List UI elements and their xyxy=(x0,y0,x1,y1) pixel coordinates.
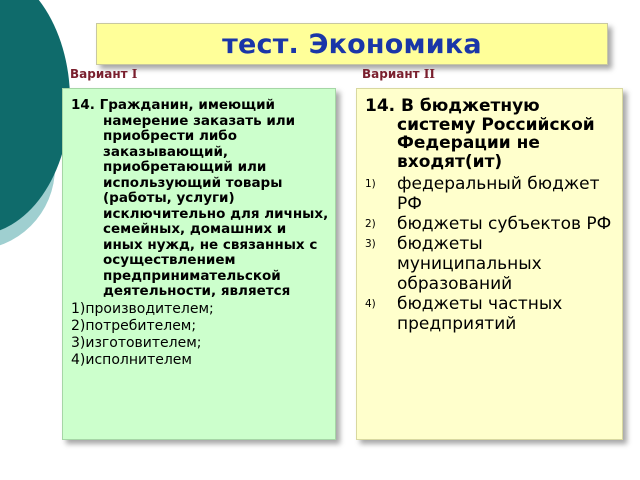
answer-text: бюджеты субъектов РФ xyxy=(397,214,612,234)
answer-text: бюджеты частных предприятий xyxy=(397,294,563,334)
variant-2-answer-1 xyxy=(365,174,616,214)
variant-1-panel xyxy=(62,88,336,440)
variant-1-question: 14. Гражданин, имеющий намерение заказать или приобрести либо заказывающий, приобретающий или использующий товары (работы, услуги) исключительно для личных, семейных, домашних и иных нужд, не связанных с осуществлением предпринимательской деятельности, является xyxy=(71,97,329,299)
variant-1-answer-list xyxy=(71,301,329,369)
variant-2-answer-list xyxy=(365,174,616,334)
decorative-circle-teal xyxy=(0,0,70,235)
variant-2-panel xyxy=(356,88,623,440)
variant-1-answer-3: 3)изготовителем; xyxy=(71,334,202,351)
variant-1-numeral: I xyxy=(131,67,138,81)
variant-2-label xyxy=(362,67,435,81)
variant-2-answer-2 xyxy=(365,214,616,234)
variant-2-numeral: II xyxy=(423,67,436,81)
variant-2-word: Вариант xyxy=(362,67,420,81)
answer-number: 2) xyxy=(365,218,376,230)
title-banner xyxy=(96,23,608,65)
variant-2-answer-3 xyxy=(365,234,616,294)
variant-1-answer-2: 2)потребителем; xyxy=(71,317,197,334)
slide-title: тест. Экономика xyxy=(222,28,482,60)
answer-number: 3) xyxy=(365,238,376,250)
variant-1-word: Вариант xyxy=(70,67,128,81)
variant-1-label xyxy=(70,67,137,81)
variant-2-question: 14. В бюджетную систему Российской Федерации не входят(ит) xyxy=(365,96,595,172)
answer-number: 1) xyxy=(365,178,376,190)
variant-1-answer-1: 1)производителем; xyxy=(71,300,214,317)
answer-text: бюджеты муниципальных образований xyxy=(397,234,542,294)
answer-number: 4) xyxy=(365,298,376,310)
answer-text: федеральный бюджет РФ xyxy=(397,174,600,214)
variant-1-answer-4: 4)исполнителем xyxy=(71,351,192,368)
variant-2-answer-4 xyxy=(365,294,616,334)
